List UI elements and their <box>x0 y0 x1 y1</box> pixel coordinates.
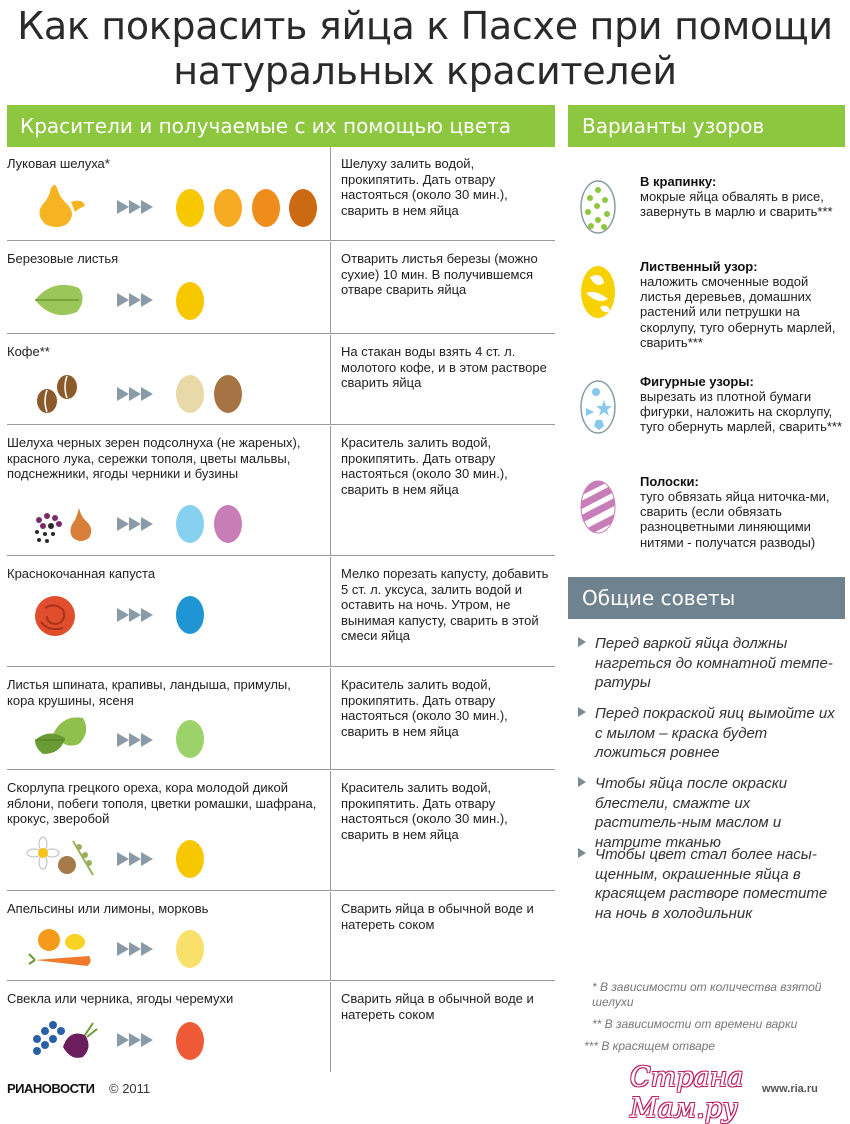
row-divider <box>330 426 331 555</box>
dye-recipe: Шелуху залить водой, прокипятить. Дать отвару настояться (около 30 мин.), сварить в нем яйца <box>341 156 508 218</box>
egg-color-1 <box>176 930 204 968</box>
result-eggs <box>175 374 255 414</box>
dye-row <box>7 335 555 425</box>
pattern-desc: мокрые яйца обвалять в рисе, завернуть в марлю и сварить*** <box>640 189 833 220</box>
dyes-section-header: Красители и получаемые с их помощью цвета <box>7 105 555 147</box>
arrows-icon <box>117 199 157 215</box>
arrows-icon <box>117 941 157 957</box>
footer-url[interactable]: www.ria.ru <box>762 1083 818 1095</box>
dye-row <box>7 771 555 891</box>
dye-source: Кофе** <box>7 344 50 359</box>
dye-source: Шелуха черных зерен подсолнуха (не жареных), красного лука, сережки тополя, цветы мальвы, подснежники, ягоды черники и бузины <box>7 435 301 481</box>
bullet-triangle-icon <box>578 707 586 717</box>
pattern-title: Фигурные узоры: <box>640 374 754 389</box>
dye-row <box>7 557 555 667</box>
egg-color-1 <box>176 282 204 320</box>
dye-source: Скорлупа грецкого ореха, кора молодой дикой яблони, побеги тополя, цветки ромашки, шафрана, крокус, зверобой <box>7 780 317 826</box>
tips-section-header: Общие советы <box>568 577 845 619</box>
speckled-egg-icon <box>578 174 618 236</box>
arrows-icon <box>117 292 157 308</box>
dye-source: Луковая шелуха* <box>7 156 110 171</box>
dye-row <box>7 426 555 556</box>
egg-color-1 <box>176 375 204 413</box>
dye-recipe: На стакан воды взять 4 ст. л. молотого кофе, и в этом растворе сварить яйца <box>341 344 547 390</box>
beet-blueberry-icon <box>33 1017 103 1063</box>
berries-onion-icon <box>33 506 97 546</box>
dye-row <box>7 892 555 981</box>
egg-color-1 <box>176 1022 204 1060</box>
patterns-section-header: Варианты узоров <box>568 105 845 147</box>
birch-leaf-icon <box>33 280 93 320</box>
red-cabbage-icon <box>33 594 83 638</box>
dye-row <box>7 242 555 334</box>
result-eggs <box>175 188 325 228</box>
pattern-item <box>578 174 848 244</box>
egg-color-2 <box>214 375 242 413</box>
arrows-icon <box>117 851 157 867</box>
dye-source: Свекла или черника, ягоды черемухи <box>7 991 234 1006</box>
footnote: *** В красящем отваре <box>584 1039 716 1053</box>
row-divider <box>330 335 331 424</box>
egg-color-1 <box>176 840 204 878</box>
egg-color-2 <box>214 505 242 543</box>
result-eggs <box>175 929 215 969</box>
result-eggs <box>175 1021 215 1061</box>
pattern-item <box>578 259 848 359</box>
egg-color-1 <box>176 189 204 227</box>
result-eggs <box>175 504 255 544</box>
arrows-icon <box>117 732 157 748</box>
row-divider <box>330 147 331 240</box>
arrows-icon <box>117 386 157 402</box>
egg-color-4 <box>289 189 317 227</box>
dye-source: Краснокочанная капуста <box>7 566 156 581</box>
page-title <box>0 4 850 94</box>
arrows-icon <box>117 1032 157 1048</box>
egg-color-1 <box>176 596 204 634</box>
ria-logo-text: РИАНОВОСТИ <box>7 1081 95 1096</box>
pattern-title: В крапинку: <box>640 174 717 189</box>
dye-source: Листья шпината, крапивы, ландыша, примулы, кора крушины, ясеня <box>7 677 291 708</box>
dye-recipe: Сварить яйца в обычной воде и натереть соком <box>341 991 534 1022</box>
bullet-triangle-icon <box>578 777 586 787</box>
arrows-icon <box>117 607 157 623</box>
result-eggs <box>175 281 215 321</box>
dye-recipe: Краситель залить водой, прокипятить. Дать отвару настояться (около 30 мин.), сварить в нем яйца <box>341 435 508 497</box>
watermark: Страна Мам.ру <box>630 1062 744 1124</box>
onion-icon <box>33 182 93 228</box>
tip-text: Чтобы цвет стал более насы-щенным, окрашенные яйца в красящем растворе поместите на ночь в холодильник <box>595 846 828 922</box>
dye-row <box>7 668 555 770</box>
egg-color-1 <box>176 505 204 543</box>
footnote: * В зависимости от количества взятой шелухи <box>592 980 822 1009</box>
dye-recipe: Краситель залить водой, прокипятить. Дать отвару настояться (около 30 мин.), сварить в нем яйца <box>341 677 508 739</box>
row-divider <box>330 557 331 666</box>
footnote: ** В зависимости от времени варки <box>592 1017 798 1031</box>
egg-color-2 <box>214 189 242 227</box>
row-divider <box>330 771 331 890</box>
dye-recipe: Краситель залить водой, прокипятить. Дать отвару настояться (около 30 мин.), сварить в нем яйца <box>341 780 508 842</box>
arrows-icon <box>117 516 157 532</box>
dye-recipe: Мелко порезать капусту, добавить 5 ст. л. уксуса, залить водой и оставить на ночь. Утром, не вынимая капусту, сварить в этой смеси яйца <box>341 566 549 643</box>
pattern-item <box>578 474 848 554</box>
chamomile-walnut-icon <box>33 835 103 879</box>
pattern-item <box>578 374 848 454</box>
dye-recipe: Отварить листья березы (можно сухие) 10 мин. В получившемся отваре сварить яйца <box>341 251 538 297</box>
copyright: © 2011 <box>109 1081 151 1096</box>
tip-text: Перед покраской яиц вымойте их с мылом – краска будет ложиться ровнее <box>595 705 835 761</box>
row-divider <box>330 982 331 1072</box>
row-divider <box>330 668 331 769</box>
dye-row <box>7 982 555 1072</box>
dye-source: Апельсины или лимоны, морковь <box>7 901 209 916</box>
citrus-carrot-icon <box>33 928 97 972</box>
result-eggs <box>175 719 215 759</box>
pattern-title: Лиственный узор: <box>640 259 758 274</box>
spinach-leaves-icon <box>33 714 97 758</box>
bullet-triangle-icon <box>578 848 586 858</box>
dye-recipe: Сварить яйца в обычной воде и натереть соком <box>341 901 534 932</box>
ria-logo <box>7 1081 94 1096</box>
row-divider <box>330 892 331 980</box>
shapes-egg-icon <box>578 374 618 436</box>
coffee-beans-icon <box>33 373 93 415</box>
tip-text: Перед варкой яйца должны нагреться до комнатной темпе-ратуры <box>595 635 833 691</box>
page-title-line2: натуральных красителей <box>173 49 677 93</box>
tip-text: Чтобы яйца после окраски блестели, смажте их раститель-ным маслом и натрите тканью <box>595 775 788 851</box>
page-title-line1: Как покрасить яйца к Пасхе при помощи <box>17 4 833 48</box>
bullet-triangle-icon <box>578 637 586 647</box>
egg-color-3 <box>252 189 280 227</box>
pattern-title: Полоски: <box>640 474 699 489</box>
result-eggs <box>175 595 215 635</box>
row-divider <box>330 242 331 333</box>
pattern-desc: вырезать из плотной бумаги фигурки, наложить на скорлупу, туго обернуть марлей, сварить*** <box>640 389 843 435</box>
striped-egg-icon <box>578 474 618 536</box>
egg-color-1 <box>176 720 204 758</box>
pattern-desc: наложить смоченные водой листья деревьев, домашних растений или петрушки на скорлупу, туго обернуть марлей, сварить*** <box>640 274 836 350</box>
result-eggs <box>175 839 215 879</box>
leaf-pattern-egg-icon <box>578 259 618 321</box>
dye-row <box>7 147 555 241</box>
pattern-desc: туго обвязать яйца ниточка-ми, сварить (если обвязать разноцветными линяющими нитями - получатся разводы) <box>640 489 830 550</box>
dye-source: Березовые листья <box>7 251 119 266</box>
